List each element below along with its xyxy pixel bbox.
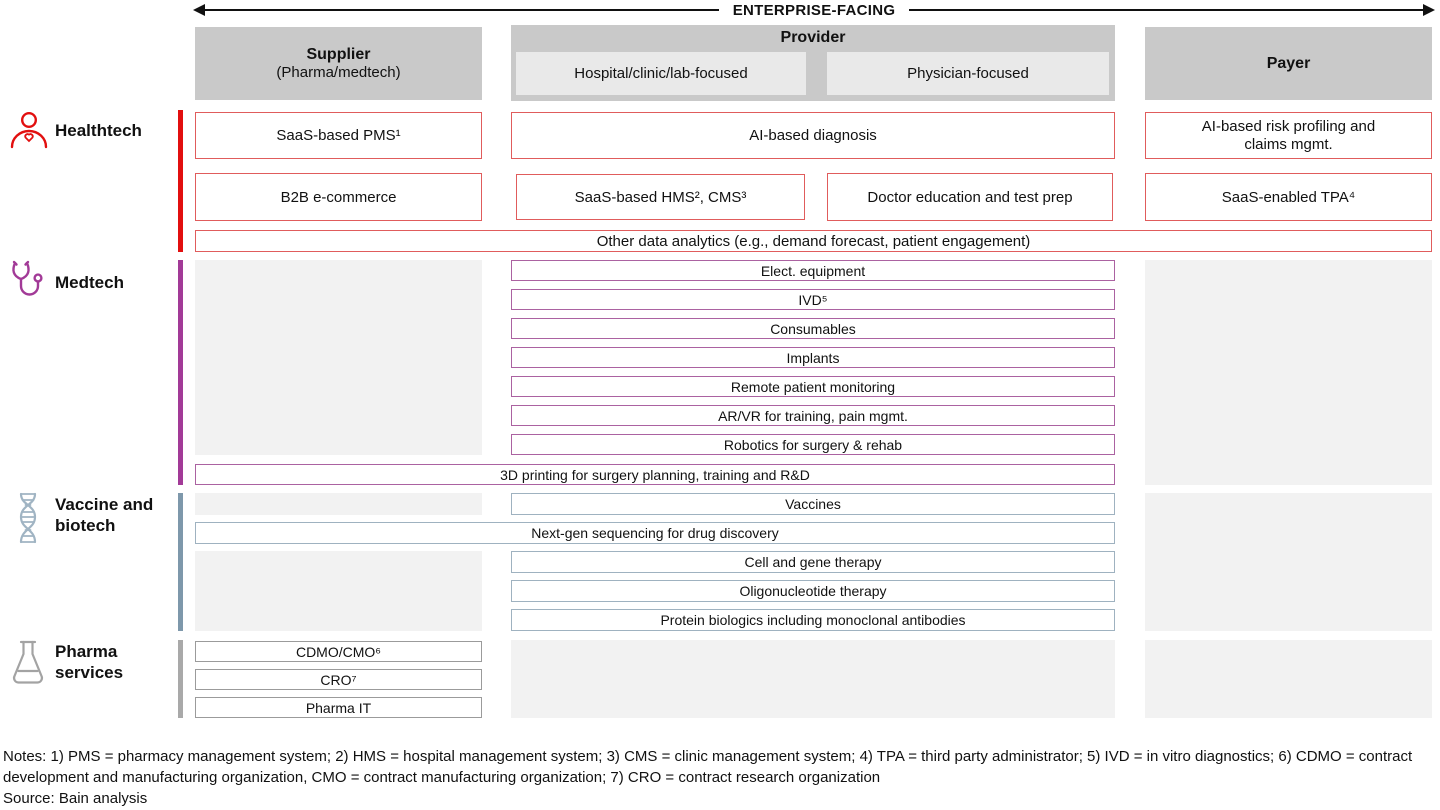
vaccine-supplier-placeholder-2: [195, 551, 482, 631]
enterprise-facing-arrow: [193, 2, 1435, 18]
vaccine-box-protein-biologics: Protein biologics including monoclonal antibodies: [511, 609, 1115, 631]
vaccine-box-nextgen-sequencing: Next-gen sequencing for drug discovery: [195, 522, 1115, 544]
section-label-healthtech: Healthtech: [55, 121, 142, 140]
healthtech-section-bar: [178, 110, 183, 252]
flask-icon: [8, 638, 48, 690]
vaccine-supplier-placeholder-1: [195, 493, 482, 515]
payer-title: Payer: [1266, 55, 1311, 72]
subheader-hospital: Hospital/clinic/lab-focused: [516, 52, 806, 95]
medtech-box-ivd: IVD⁵: [511, 289, 1115, 310]
column-header-supplier: [195, 27, 482, 100]
healthtech-box-tpa: SaaS-enabled TPA⁴: [1145, 173, 1432, 221]
provider-title: Provider: [780, 29, 846, 46]
supplier-title: Supplier: [306, 46, 371, 63]
vaccine-payer-placeholder: [1145, 493, 1432, 631]
section-label-pharma: Pharma services: [55, 642, 124, 682]
footer: [3, 746, 1435, 809]
medtech-box-3d-printing: 3D printing for surgery planning, training and R&D: [195, 464, 1115, 485]
healthtech-box-risk-profiling: AI-based risk profiling and claims mgmt.: [1145, 112, 1432, 159]
medtech-section-bar: [178, 260, 183, 485]
pharma-box-cdmo: CDMO/CMO⁶: [195, 641, 482, 662]
medtech-box-arvr: AR/VR for training, pain mgmt.: [511, 405, 1115, 426]
vaccine-box-cell-gene: Cell and gene therapy: [511, 551, 1115, 573]
dna-icon: [8, 490, 48, 548]
healthtech-box-ai-diagnosis: AI-based diagnosis: [511, 112, 1115, 159]
vaccine-section-bar: [178, 493, 183, 631]
source-line: Source: Bain analysis: [3, 790, 148, 807]
vaccine-box-oligo: Oligonucleotide therapy: [511, 580, 1115, 602]
healthtech-box-doctor-education: Doctor education and test prep: [827, 173, 1113, 221]
pharma-box-pharma-it: Pharma IT: [195, 697, 482, 718]
column-header-payer: [1145, 27, 1432, 100]
pharma-box-cro: CRO⁷: [195, 669, 482, 690]
arrow-right-icon: [1423, 4, 1435, 16]
medtech-payer-placeholder: [1145, 260, 1432, 485]
pharma-provider-placeholder: [511, 640, 1115, 718]
person-heart-icon: [8, 110, 50, 152]
healthtech-box-hms-cms: SaaS-based HMS², CMS³: [516, 174, 805, 220]
section-label-vaccine: Vaccine and biotech: [55, 495, 154, 535]
stethoscope-icon: [8, 258, 50, 304]
pharma-payer-placeholder: [1145, 640, 1432, 718]
subheader-physician: Physician-focused: [827, 52, 1109, 95]
pharma-section-bar: [178, 640, 183, 718]
healthtech-box-b2b: B2B e-commerce: [195, 173, 482, 221]
medtech-box-robotics: Robotics for surgery & rehab: [511, 434, 1115, 455]
medtech-box-elect-equipment: Elect. equipment: [511, 260, 1115, 281]
section-label-medtech: Medtech: [55, 273, 124, 292]
diagram-title: ENTERPRISE-FACING: [732, 1, 896, 19]
supplier-subtitle: (Pharma/medtech): [276, 64, 401, 81]
healthtech-box-other-analytics: Other data analytics (e.g., demand forecast, patient engagement): [195, 230, 1432, 252]
arrow-left-icon: [193, 4, 205, 16]
medtech-box-implants: Implants: [511, 347, 1115, 368]
medtech-box-remote-monitoring: Remote patient monitoring: [511, 376, 1115, 397]
footnotes: Notes: 1) PMS = pharmacy management system; 2) HMS = hospital management system; 3) CMS = clinic management system; 4) TPA = third party administrator; 5) IVD = in vitro diagnostics; 6) CDMO = contract development and manufacturing organization, CMO = contract manufacturing organization; 7) CRO = contract research organization: [3, 748, 1413, 786]
medtech-supplier-placeholder: [195, 260, 482, 455]
healthtech-box-pms: SaaS-based PMS¹: [195, 112, 482, 159]
medtech-box-consumables: Consumables: [511, 318, 1115, 339]
vaccine-box-vaccines: Vaccines: [511, 493, 1115, 515]
